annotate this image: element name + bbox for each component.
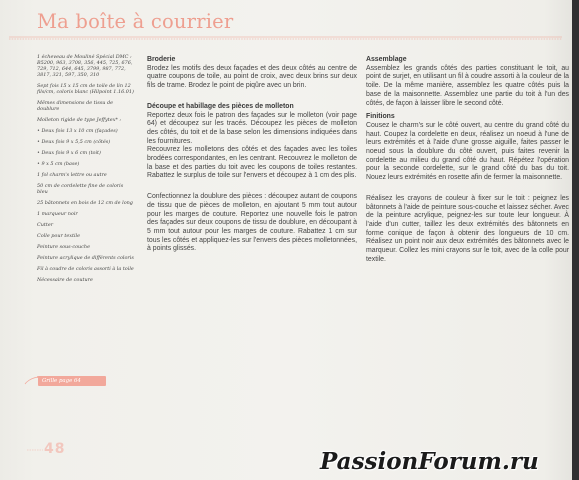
section-heading-finitions: Finitions [366, 113, 395, 121]
material-item: • Deux fois 9 x 5,5 cm (côtés) [37, 139, 111, 145]
material-item: 1 fol charm's lettre ou autre [37, 172, 107, 178]
material-item: Cutter [37, 222, 54, 228]
material-item: Colle pour textile [37, 233, 80, 239]
material-item: Peinture sous-couche [37, 244, 90, 250]
watermark: PassionForum.ru [320, 448, 539, 475]
page-number: 48 [44, 441, 66, 457]
material-item: 1 écheveau de Mouliné Spécial DMC : B5200, 963, 3708, 356, 445, 725, 676, 729, 712, 644, 645, 3799, 987, 772, 3817, 321, 597, 350, 310 [37, 54, 133, 78]
decorative-rule [9, 36, 562, 40]
page-title: Ma boîte à courrier [37, 10, 234, 33]
material-item: Sept fois 15 x 15 cm de toile de lin 12 fils/cm, coloris blanc (Hilpoint 1.16.01) [37, 83, 134, 95]
material-item: Peinture acrylique de différents coloris [37, 255, 134, 261]
section-heading-decoupe: Découpe et habillage des pièces de molleton [147, 102, 294, 110]
paragraph: Brodez les motifs des deux façades et des deux côtés au centre de quatre coupons de toile, au point de croix, avec deux brins sur deux fils de trame. Brodez le point de piqûre avec un brin. [147, 64, 357, 90]
instructions-column-left [147, 56, 357, 254]
material-item: Fil à coudre de coloris assorti à la toile [37, 266, 134, 272]
material-item: Molleton rigide de type Jeffytex* : [37, 117, 122, 123]
section-heading-broderie: Broderie [147, 56, 176, 63]
page-number-ornament [27, 447, 43, 453]
material-item: 1 marqueur noir [37, 211, 78, 217]
material-item: 25 bâtonnets en bois de 12 cm de long [37, 200, 133, 206]
paragraph: Cousez le charm's sur le côté ouvert, au centre du grand côté du haut. Coupez la cordelette en deux, réalisez un noeud à l'une de leurs extrémités et à l'aide d'une grosse aiguille, faites passer le noeud sous la doublure du côté ouvert, puis faites revenir la cordelette au milieu du grand côté du haut. Répétez l'opération pour la seconde cordelette, sur le grand côté du bas du toit. Nouez leurs extrémités en rosette afin de fermer la maisonnette. [366, 121, 569, 182]
page-edge-shadow [572, 0, 579, 480]
material-item: • Deux fois 9 x 6 cm (toit) [37, 150, 101, 156]
material-item: • Deux fois 13 x 10 cm (façades) [37, 128, 118, 134]
material-item: Nécessaire de couture [37, 277, 93, 283]
materials-list [37, 54, 135, 288]
material-item: Mêmes dimensions de tissu de doublure [37, 100, 113, 112]
paragraph: Assemblez les grands côtés des parties constituant le toit, au point de surjet, en utilisant un fil à coudre assorti à la couleur de la toile. De la même manière, assemblez les quatre côtés puis la base de la maisonnette. Assemblez une partie du toit à l'un des côtés, de façon à laisser libre le second côté. [366, 64, 569, 107]
instructions-column-right [366, 56, 569, 264]
paragraph: Reportez deux fois le patron des façades sur le molleton (voir page 64) et découpez sur les tracés. Découpez les pièces de molleton des côtés, du toit et de la base selon les dimensions indiquées dans les fournitures. [147, 111, 357, 145]
material-item: • 9 x 5 cm (base) [37, 161, 80, 167]
section-heading-assemblage: Assemblage [366, 56, 407, 63]
grid-reference-label: Grille page 64 [42, 378, 81, 384]
paragraph: Réalisez les crayons de couleur à fixer sur le toit : peignez les bâtonnets à l'aide de peinture sous-couche et laissez sécher. Avec de la peinture acrylique, peignez-les sur toute leur longueur. À l'aide d'un cutter, taillez les deux extrémités des bâtonnets en forme conique de façon à obtenir des longueurs de 10 cm. Réalisez un point noir aux deux extrémités des bâtonnets avec le marqueur. Collez les mini crayons sur le toit, avec de la colle pour textile. [366, 194, 569, 263]
paragraph: Recouvrez les molletons des côtés et des façades avec les toiles brodées correspondantes, en les centrant. Recouvrez le molleton de la base et des parties du toit avec les coupons de toiles restantes. Rabattez le surplus de toile sur l'envers et découpez à 1 cm des plis. [147, 146, 357, 180]
material-item: 50 cm de cordelette fine de coloris bleu [37, 183, 124, 195]
paragraph: Confectionnez la doublure des pièces : découpez autant de coupons de tissu que de pièces de molleton, en ajoutant 5 mm tout autour pour les marges de couture. Reportez une nouvelle fois le patron des façades sur deux coupons de tissu de doublure, en découpant à 5 mm tout autour pour les marges de couture. Rabattez 1 cm sur tous les côtés et appliquez-les sur l'envers des pièces molletonnées, à points glissés. [147, 193, 357, 253]
